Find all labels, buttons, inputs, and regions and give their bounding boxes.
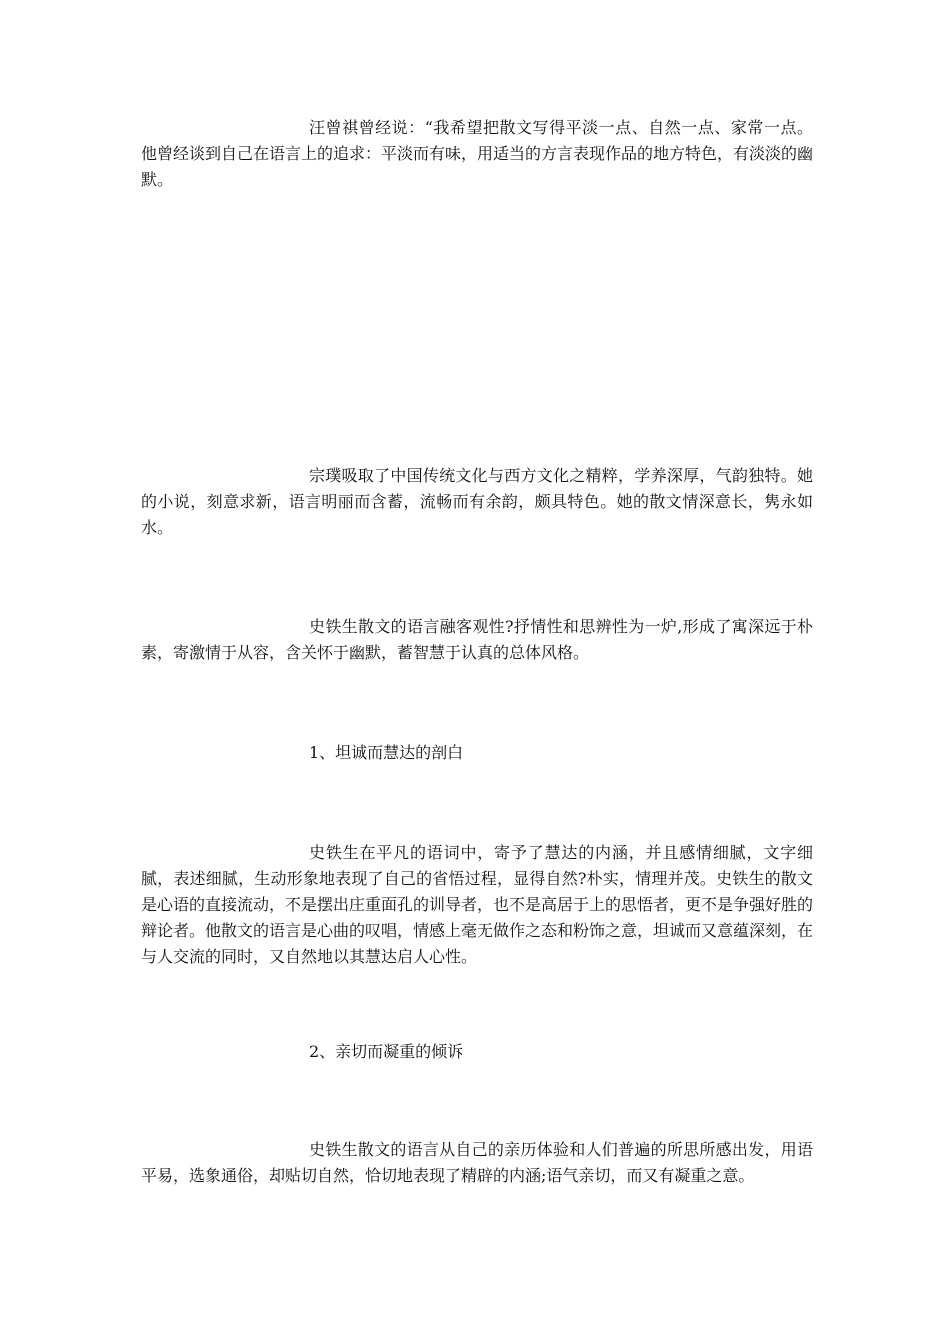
section-heading-1: 1、坦诚而慧达的剖白	[309, 743, 464, 762]
paragraph-zong-pu: 宗璞吸取了中国传统文化与西方文化之精粹，学养深厚，气韵独特。她的小说，刻意求新，语言明丽而含蓄，流畅而有余韵，颇具特色。她的散文情深意长，隽永如水。	[141, 466, 813, 537]
paragraph-candid-insight: 史铁生在平凡的语词中，寄予了慧达的内涵，并且感情细腻，文字细腻，表述细腻，生动形象地表现了自己的省悟过程，显得自然?朴实，情理并茂。史铁生的散文是心语的直接流动，不是摆出庄重面孔的训导者，也不是高居于上的思悟者，更不是争强好胜的辩论者。他散文的语言是心曲的叹唱，情感上毫无做作之态和粉饰之意，坦诚而又意蕴深刻，在与人交流的同时，又自然地以其慧达启人心性。	[141, 843, 814, 966]
paragraph-shi-tiesheng-style: 史铁生散文的语言融客观性?抒情性和思辨性为一炉,形成了寓深远于朴素，寄激情于从容，含关怀于幽默，蓄智慧于认真的总体风格。	[141, 617, 813, 662]
paragraph-wang-zengqi: 汪曾祺曾经说：“我希望把散文写得平淡一点、自然一点、家常一点。他曾经谈到自己在语言上的追求：平淡而有味，用适当的方言表现作品的地方特色，有淡淡的幽默。	[141, 118, 814, 189]
paragraph-intimate-weighty: 史铁生散文的语言从自己的亲历体验和人们普遍的所思所感出发，用语平易，选象通俗，却贴切自然，恰切地表现了精辟的内涵;语气亲切，而又有凝重之意。	[141, 1140, 813, 1185]
section-heading-2: 2、亲切而凝重的倾诉	[309, 1042, 464, 1061]
